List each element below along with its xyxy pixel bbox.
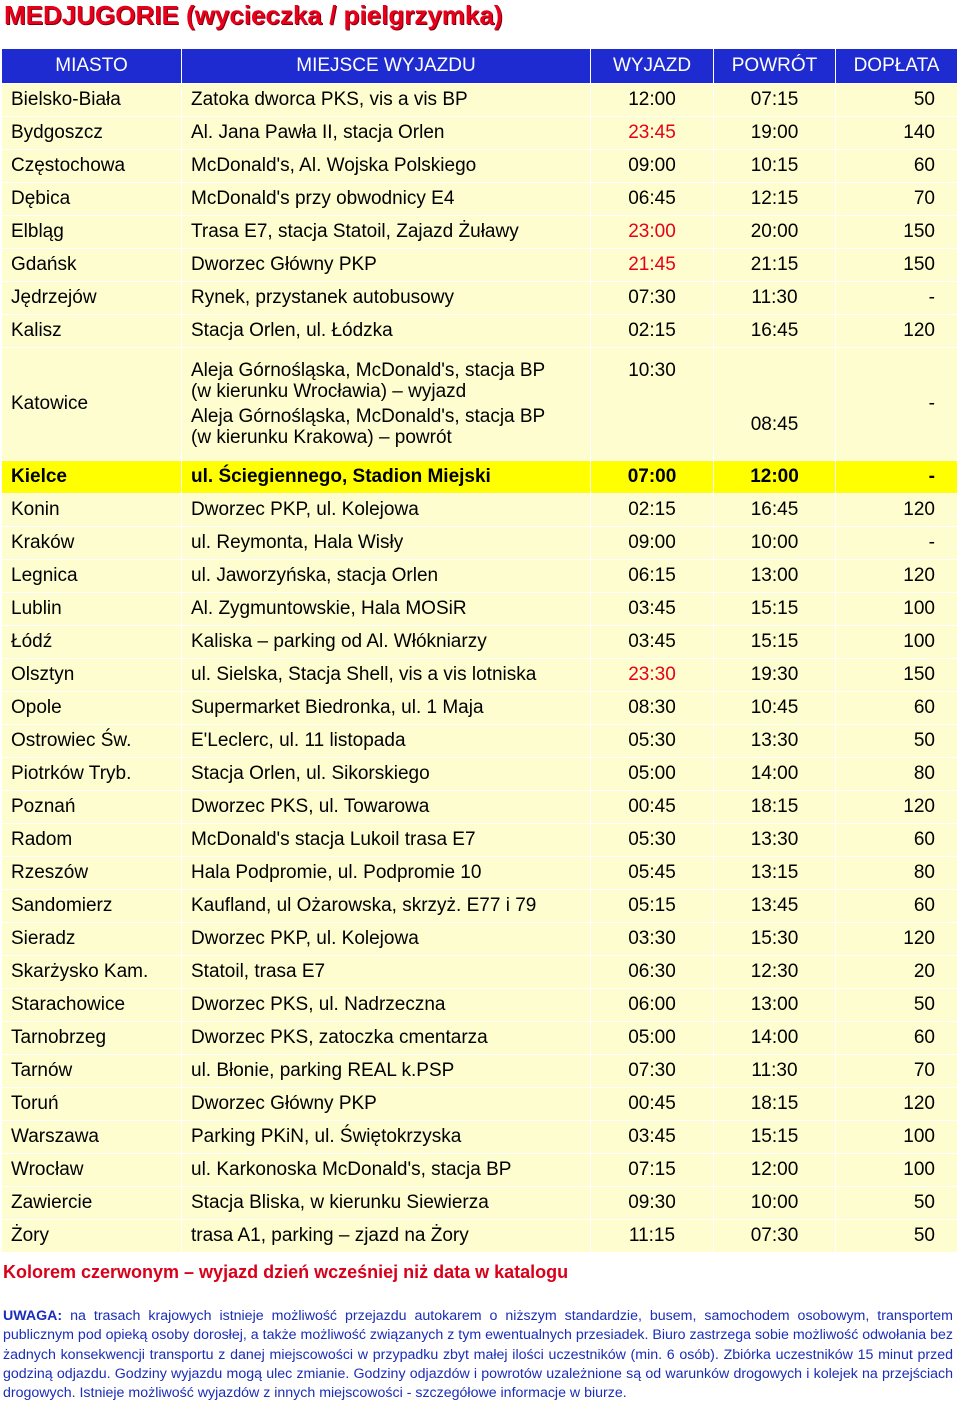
cell-departure: 05:30 xyxy=(591,725,714,758)
cell-surcharge: 60 xyxy=(836,692,958,725)
cell-city: Radom xyxy=(2,824,182,857)
header-departure: WYJAZD xyxy=(591,49,714,84)
cell-return: 07:30 xyxy=(714,1220,836,1253)
cell-return: 13:15 xyxy=(714,857,836,890)
notice-label: UWAGA: xyxy=(3,1308,63,1324)
cell-city: Katowice xyxy=(2,348,182,461)
notice-text: na trasach krajowych istnieje możliwość przejazdu autokarem o niższym standardzie, busem, samochodem osobowym, transportem publicznym pod opieką osoby dorosłej, a także możliwość związanych z tym ewentualnych przesiadek. Biuro zastrzega sobie możliwość odwołania bez żadnych konsekwencji transportu z danej miejscowości w przypadku zbyt małej ilości uczestników (min. 6 osób). Zbiórka uczestników 15 minut przed godziną odjazdu. Godziny wyjazdu mogą ulec zmianie. Godziny odjazdów i powrotów uzależnione są od warunków drogowych i kolejek na przejściach drogowych. Istnieje możliwość wyjazdów z innych miejscowości - szczegółowe informacje w biurze. xyxy=(3,1308,953,1402)
cell-return: 13:00 xyxy=(714,989,836,1022)
cell-place: Kaufland, ul Ożarowska, skrzyż. E77 i 79 xyxy=(182,890,591,923)
table-row xyxy=(2,758,958,791)
cell-surcharge: 100 xyxy=(836,626,958,659)
cell-departure: 00:45 xyxy=(591,1088,714,1121)
cell-place: Statoil, trasa E7 xyxy=(182,956,591,989)
cell-return: 12:30 xyxy=(714,956,836,989)
cell-surcharge: 20 xyxy=(836,956,958,989)
cell-place: McDonald's, Al. Wojska Polskiego xyxy=(182,150,591,183)
table-row xyxy=(2,117,958,150)
cell-city: Tarnobrzeg xyxy=(2,1022,182,1055)
cell-return: 13:45 xyxy=(714,890,836,923)
cell-place: Rynek, przystanek autobusowy xyxy=(182,282,591,315)
cell-place: Dworzec PKS, ul. Towarowa xyxy=(182,791,591,824)
cell-city: Łódź xyxy=(2,626,182,659)
cell-place: Dworzec PKP, ul. Kolejowa xyxy=(182,494,591,527)
cell-city: Sandomierz xyxy=(2,890,182,923)
cell-departure: 06:45 xyxy=(591,183,714,216)
cell-city: Bydgoszcz xyxy=(2,117,182,150)
cell-city: Ostrowiec Św. xyxy=(2,725,182,758)
cell-place: Hala Podpromie, ul. Podpromie 10 xyxy=(182,857,591,890)
table-row xyxy=(2,494,958,527)
cell-city: Dębica xyxy=(2,183,182,216)
cell-city: Tarnów xyxy=(2,1055,182,1088)
header-city: MIASTO xyxy=(2,49,182,84)
cell-departure: 05:30 xyxy=(591,824,714,857)
cell-surcharge: - xyxy=(836,461,958,494)
cell-departure: 21:45 xyxy=(591,249,714,282)
cell-city: Legnica xyxy=(2,560,182,593)
cell-departure: 12:00 xyxy=(591,84,714,117)
cell-place: Supermarket Biedronka, ul. 1 Maja xyxy=(182,692,591,725)
cell-surcharge: 50 xyxy=(836,84,958,117)
cell-return xyxy=(714,348,836,461)
cell-city: Lublin xyxy=(2,593,182,626)
table-row xyxy=(2,1055,958,1088)
cell-departure: 03:45 xyxy=(591,593,714,626)
cell-departure: 03:45 xyxy=(591,626,714,659)
cell-city: Kielce xyxy=(2,461,182,494)
cell-surcharge: 120 xyxy=(836,560,958,593)
cell-departure: 06:00 xyxy=(591,989,714,1022)
cell-departure: 06:15 xyxy=(591,560,714,593)
cell-departure: 23:00 xyxy=(591,216,714,249)
cell-departure: 02:15 xyxy=(591,494,714,527)
table-row xyxy=(2,84,958,117)
table-row xyxy=(2,824,958,857)
cell-place: ul. Jaworzyńska, stacja Orlen xyxy=(182,560,591,593)
cell-city: Poznań xyxy=(2,791,182,824)
header-place: MIEJSCE WYJAZDU xyxy=(182,49,591,84)
table-row xyxy=(2,791,958,824)
table-body-katowice xyxy=(2,348,958,494)
cell-place: Dworzec PKS, ul. Nadrzeczna xyxy=(182,989,591,1022)
cell-surcharge: 50 xyxy=(836,1220,958,1253)
cell-city: Piotrków Tryb. xyxy=(2,758,182,791)
place-line: (w kierunku Krakowa) – powrót xyxy=(191,427,452,448)
table-row xyxy=(2,1022,958,1055)
cell-return: 10:15 xyxy=(714,150,836,183)
cell-place: Stacja Orlen, ul. Sikorskiego xyxy=(182,758,591,791)
cell-departure: 05:15 xyxy=(591,890,714,923)
table-row xyxy=(2,1187,958,1220)
cell-departure: 03:30 xyxy=(591,923,714,956)
table-row xyxy=(2,1121,958,1154)
cell-place: McDonald's przy obwodnicy E4 xyxy=(182,183,591,216)
table-row xyxy=(2,150,958,183)
cell-departure: 08:30 xyxy=(591,692,714,725)
cell-city: Częstochowa xyxy=(2,150,182,183)
cell-return: 11:30 xyxy=(714,282,836,315)
cell-surcharge: 120 xyxy=(836,791,958,824)
cell-departure: 03:45 xyxy=(591,1121,714,1154)
cell-return: 15:30 xyxy=(714,923,836,956)
table-row xyxy=(2,183,958,216)
cell-return: 14:00 xyxy=(714,1022,836,1055)
table-row xyxy=(2,560,958,593)
cell-departure: 09:00 xyxy=(591,527,714,560)
cell-return: 13:30 xyxy=(714,824,836,857)
cell-departure: 23:45 xyxy=(591,117,714,150)
cell-return: 12:00 xyxy=(714,461,836,494)
cell-city: Konin xyxy=(2,494,182,527)
cell-city: Olsztyn xyxy=(2,659,182,692)
cell-surcharge: - xyxy=(836,282,958,315)
table-row-katowice xyxy=(2,348,958,461)
table-row xyxy=(2,527,958,560)
table-row xyxy=(2,1220,958,1253)
table-row xyxy=(2,923,958,956)
cell-place: ul. Ściegiennego, Stadion Miejski xyxy=(182,461,591,494)
cell-city: Gdańsk xyxy=(2,249,182,282)
cell-return: 10:00 xyxy=(714,1187,836,1220)
cell-surcharge: 120 xyxy=(836,1088,958,1121)
table-row-kielce xyxy=(2,461,958,494)
cell-departure: 09:30 xyxy=(591,1187,714,1220)
cell-surcharge: 120 xyxy=(836,494,958,527)
cell-departure: 05:00 xyxy=(591,758,714,791)
cell-return: 14:00 xyxy=(714,758,836,791)
cell-place: Stacja Orlen, ul. Łódzka xyxy=(182,315,591,348)
cell-return: 19:30 xyxy=(714,659,836,692)
cell-departure: 05:45 xyxy=(591,857,714,890)
cell-place: ul. Reymonta, Hala Wisły xyxy=(182,527,591,560)
header-surcharge: DOPŁATA xyxy=(836,49,958,84)
table-body-before xyxy=(2,84,958,348)
cell-return: 13:30 xyxy=(714,725,836,758)
cell-surcharge: 50 xyxy=(836,989,958,1022)
table-row xyxy=(2,692,958,725)
cell-surcharge: 100 xyxy=(836,1154,958,1187)
cell-surcharge: 70 xyxy=(836,183,958,216)
cell-departure: 06:30 xyxy=(591,956,714,989)
cell-return: 15:15 xyxy=(714,1121,836,1154)
cell-city: Opole xyxy=(2,692,182,725)
cell-city: Rzeszów xyxy=(2,857,182,890)
cell-place: trasa A1, parking – zjazd na Żory xyxy=(182,1220,591,1253)
cell-return: 16:45 xyxy=(714,315,836,348)
cell-surcharge: - xyxy=(836,527,958,560)
cell-place: Dworzec Główny PKP xyxy=(182,249,591,282)
cell-place: Stacja Bliska, w kierunku Siewierza xyxy=(182,1187,591,1220)
cell-place: ul. Sielska, Stacja Shell, vis a vis lotniska xyxy=(182,659,591,692)
cell-surcharge: 120 xyxy=(836,315,958,348)
table-row xyxy=(2,315,958,348)
cell-departure xyxy=(591,348,714,461)
cell-city: Kraków xyxy=(2,527,182,560)
cell-city: Warszawa xyxy=(2,1121,182,1154)
cell-place: Dworzec PKS, zatoczka cmentarza xyxy=(182,1022,591,1055)
cell-surcharge: 60 xyxy=(836,150,958,183)
cell-departure: 07:30 xyxy=(591,282,714,315)
cell-departure: 23:30 xyxy=(591,659,714,692)
cell-surcharge: 100 xyxy=(836,1121,958,1154)
cell-surcharge: 80 xyxy=(836,758,958,791)
table-row xyxy=(2,1088,958,1121)
cell-surcharge: 60 xyxy=(836,890,958,923)
cell-surcharge: 60 xyxy=(836,824,958,857)
table-body-after xyxy=(2,494,958,1253)
cell-departure: 05:00 xyxy=(591,1022,714,1055)
schedule-table xyxy=(1,48,958,1253)
cell-city: Toruń xyxy=(2,1088,182,1121)
cell-place: Parking PKiN, ul. Świętokrzyska xyxy=(182,1121,591,1154)
cell-surcharge: 100 xyxy=(836,593,958,626)
cell-city: Zawiercie xyxy=(2,1187,182,1220)
page-title: MEDJUGORIE (wycieczka / pielgrzymka) xyxy=(4,0,503,30)
cell-city: Sieradz xyxy=(2,923,182,956)
cell-departure: 11:15 xyxy=(591,1220,714,1253)
cell-place: E'Leclerc, ul. 11 listopada xyxy=(182,725,591,758)
cell-return: 15:15 xyxy=(714,593,836,626)
cell-return: 16:45 xyxy=(714,494,836,527)
place-line: Aleja Górnośląska, McDonald's, stacja BP xyxy=(191,360,546,381)
table-row xyxy=(2,659,958,692)
cell-departure: 07:00 xyxy=(591,461,714,494)
cell-city: Skarżysko Kam. xyxy=(2,956,182,989)
cell-place: ul. Karkonoska McDonald's, stacja BP xyxy=(182,1154,591,1187)
cell-departure: 09:00 xyxy=(591,150,714,183)
table-row xyxy=(2,626,958,659)
cell-place: ul. Błonie, parking REAL k.PSP xyxy=(182,1055,591,1088)
cell-place: Zatoka dworca PKS, vis a vis BP xyxy=(182,84,591,117)
cell-city: Elbląg xyxy=(2,216,182,249)
table-row xyxy=(2,725,958,758)
table-row xyxy=(2,249,958,282)
cell-city: Starachowice xyxy=(2,989,182,1022)
cell-place: Al. Zygmuntowskie, Hala MOSiR xyxy=(182,593,591,626)
cell-city: Żory xyxy=(2,1220,182,1253)
cell-return: 07:15 xyxy=(714,84,836,117)
cell-surcharge: 150 xyxy=(836,249,958,282)
cell-city: Kalisz xyxy=(2,315,182,348)
cell-surcharge: 140 xyxy=(836,117,958,150)
cell-surcharge: 50 xyxy=(836,1187,958,1220)
cell-return: 20:00 xyxy=(714,216,836,249)
cell-departure: 07:15 xyxy=(591,1154,714,1187)
table-row xyxy=(2,989,958,1022)
cell-return: 18:15 xyxy=(714,791,836,824)
cell-surcharge: 120 xyxy=(836,923,958,956)
red-color-note: Kolorem czerwonym – wyjazd dzień wcześniej niż data w katalogu xyxy=(3,1262,569,1282)
cell-return: 10:00 xyxy=(714,527,836,560)
cell-departure: 00:45 xyxy=(591,791,714,824)
place-line: Aleja Górnośląska, McDonald's, stacja BP xyxy=(191,406,546,427)
cell-place: Dworzec PKP, ul. Kolejowa xyxy=(182,923,591,956)
cell-return: 12:15 xyxy=(714,183,836,216)
cell-return: 12:00 xyxy=(714,1154,836,1187)
cell-surcharge: - xyxy=(836,348,958,461)
cell-surcharge: 50 xyxy=(836,725,958,758)
cell-return: 19:00 xyxy=(714,117,836,150)
table-row xyxy=(2,890,958,923)
place-line: (w kierunku Wrocławia) – wyjazd xyxy=(191,381,467,402)
cell-return: 13:00 xyxy=(714,560,836,593)
notice-paragraph xyxy=(3,1307,953,1403)
cell-surcharge: 60 xyxy=(836,1022,958,1055)
cell-surcharge: 70 xyxy=(836,1055,958,1088)
return-time: 08:45 xyxy=(750,414,799,435)
cell-return: 10:45 xyxy=(714,692,836,725)
cell-city: Bielsko-Biała xyxy=(2,84,182,117)
table-row xyxy=(2,593,958,626)
cell-departure: 07:30 xyxy=(591,1055,714,1088)
cell-surcharge: 80 xyxy=(836,857,958,890)
cell-return: 18:15 xyxy=(714,1088,836,1121)
cell-departure: 02:15 xyxy=(591,315,714,348)
table-row xyxy=(2,956,958,989)
cell-return: 11:30 xyxy=(714,1055,836,1088)
table-row xyxy=(2,282,958,315)
cell-surcharge: 150 xyxy=(836,659,958,692)
departure-time: 10:30 xyxy=(628,360,676,381)
cell-place: Al. Jana Pawła II, stacja Orlen xyxy=(182,117,591,150)
cell-place: Dworzec Główny PKP xyxy=(182,1088,591,1121)
cell-city: Wrocław xyxy=(2,1154,182,1187)
cell-city: Jędrzejów xyxy=(2,282,182,315)
table-row xyxy=(2,857,958,890)
cell-return: 21:15 xyxy=(714,249,836,282)
cell-place xyxy=(182,348,591,461)
cell-place: Trasa E7, stacja Statoil, Zajazd Żuławy xyxy=(182,216,591,249)
cell-place: Kaliska – parking od Al. Włókniarzy xyxy=(182,626,591,659)
table-row xyxy=(2,216,958,249)
cell-surcharge: 150 xyxy=(836,216,958,249)
cell-place: McDonald's stacja Lukoil trasa E7 xyxy=(182,824,591,857)
cell-return: 15:15 xyxy=(714,626,836,659)
header-return: POWRÓT xyxy=(714,49,836,84)
table-row xyxy=(2,1154,958,1187)
table-header-row xyxy=(2,49,958,84)
